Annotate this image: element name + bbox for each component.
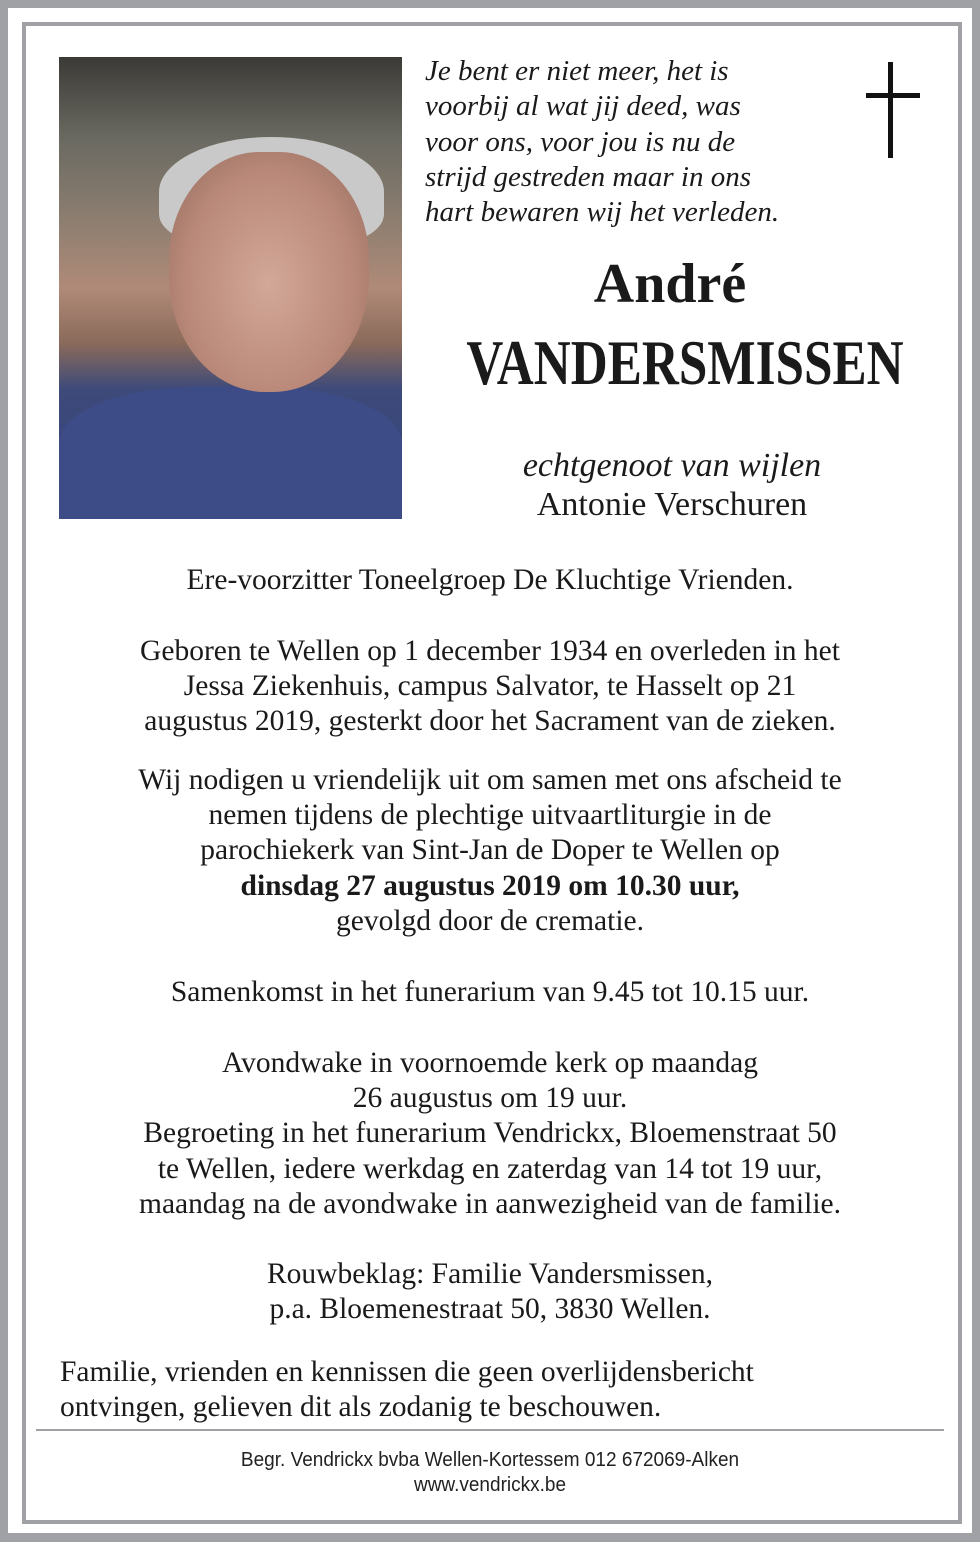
divider [36,1429,944,1431]
spouse-name: Antonie Verschuren [536,486,808,523]
text-line: augustus 2019, gesterkt door het Sacrament van de zieken. [144,705,836,738]
poem-line: voorbij al wat jij deed, was [425,90,741,123]
text-line: Avondwake in voornoemde kerk op maandag [221,1047,759,1079]
text-line: Wij nodigen u vriendelijk uit om samen met ons afscheid te [138,764,842,796]
poem-line: Je bent er niet meer, het is [425,55,729,87]
text-line: ontvingen, gelieven dit als zodanig te beschouwen. [60,1391,662,1424]
funeral-home-info: Begr. Vendrickx bvba Wellen-Kortessem 012 672069-Alken [240,1449,740,1471]
text-line: te Wellen, iedere werkdag en zaterdag van 14 tot 19 uur, [157,1152,823,1185]
gathering-line: Samenkomst in het funerarium van 9.45 tot 10.15 uur. [170,976,810,1008]
text-line: Rouwbeklag: Familie Vandersmissen, [266,1258,713,1290]
portrait-photo [59,57,402,519]
spouse-block [450,446,894,524]
notice-paragraph [60,1355,940,1425]
condolences-paragraph [36,1257,944,1327]
text-line: Geboren te Wellen op 1 december 1934 en overleden in het [140,635,840,667]
photo-shirt [59,387,402,519]
text-line: 26 augustus om 19 uur. [352,1082,628,1115]
text-line: maandag na de avondwake in aanwezigheid van de familie. [139,1187,841,1220]
footer [59,1448,922,1498]
text-line: nemen tijdens de plechtige uitvaartliturgie in de [208,799,772,832]
text-line: p.a. Bloemenestraat 50, 3830 Wellen. [269,1293,711,1326]
poem-line: hart bewaren wij het verleden. [425,196,780,229]
text-line: Familie, vrienden en kennissen die geen overlijdensbericht [60,1356,754,1388]
first-name: André [593,253,747,315]
funeral-date: dinsdag 27 augustus 2019 om 10.30 uur, [240,869,740,902]
text-line: Jessa Ziekenhuis, campus Salvator, te Hasselt op 21 [183,670,797,703]
spouse-relation: echtgenoot van wijlen [522,447,822,484]
text-line: parochiekerk van Sint-Jan de Doper te Wellen op [200,834,780,867]
title-line: Ere-voorzitter Toneelgroep De Kluchtige Vrienden. [186,564,794,596]
invitation-paragraph [36,763,944,939]
wake-paragraph [36,1046,944,1222]
text-line: gevolgd door de crematie. [336,904,644,937]
photo-face [169,152,369,392]
last-name: VANDERSMISSEN [466,327,904,398]
text-line: Begroeting in het funerarium Vendrickx, Bloemenstraat 50 [143,1117,837,1150]
cross-icon [888,62,893,158]
website-link[interactable]: www.vendrickx.be [413,1474,567,1496]
poem-line: voor ons, voor jou is nu de [425,125,736,158]
cross-icon-bar [866,93,920,98]
poem [425,54,779,230]
birth-paragraph [36,634,944,740]
poem-line: strijd gestreden maar in ons [425,160,751,193]
